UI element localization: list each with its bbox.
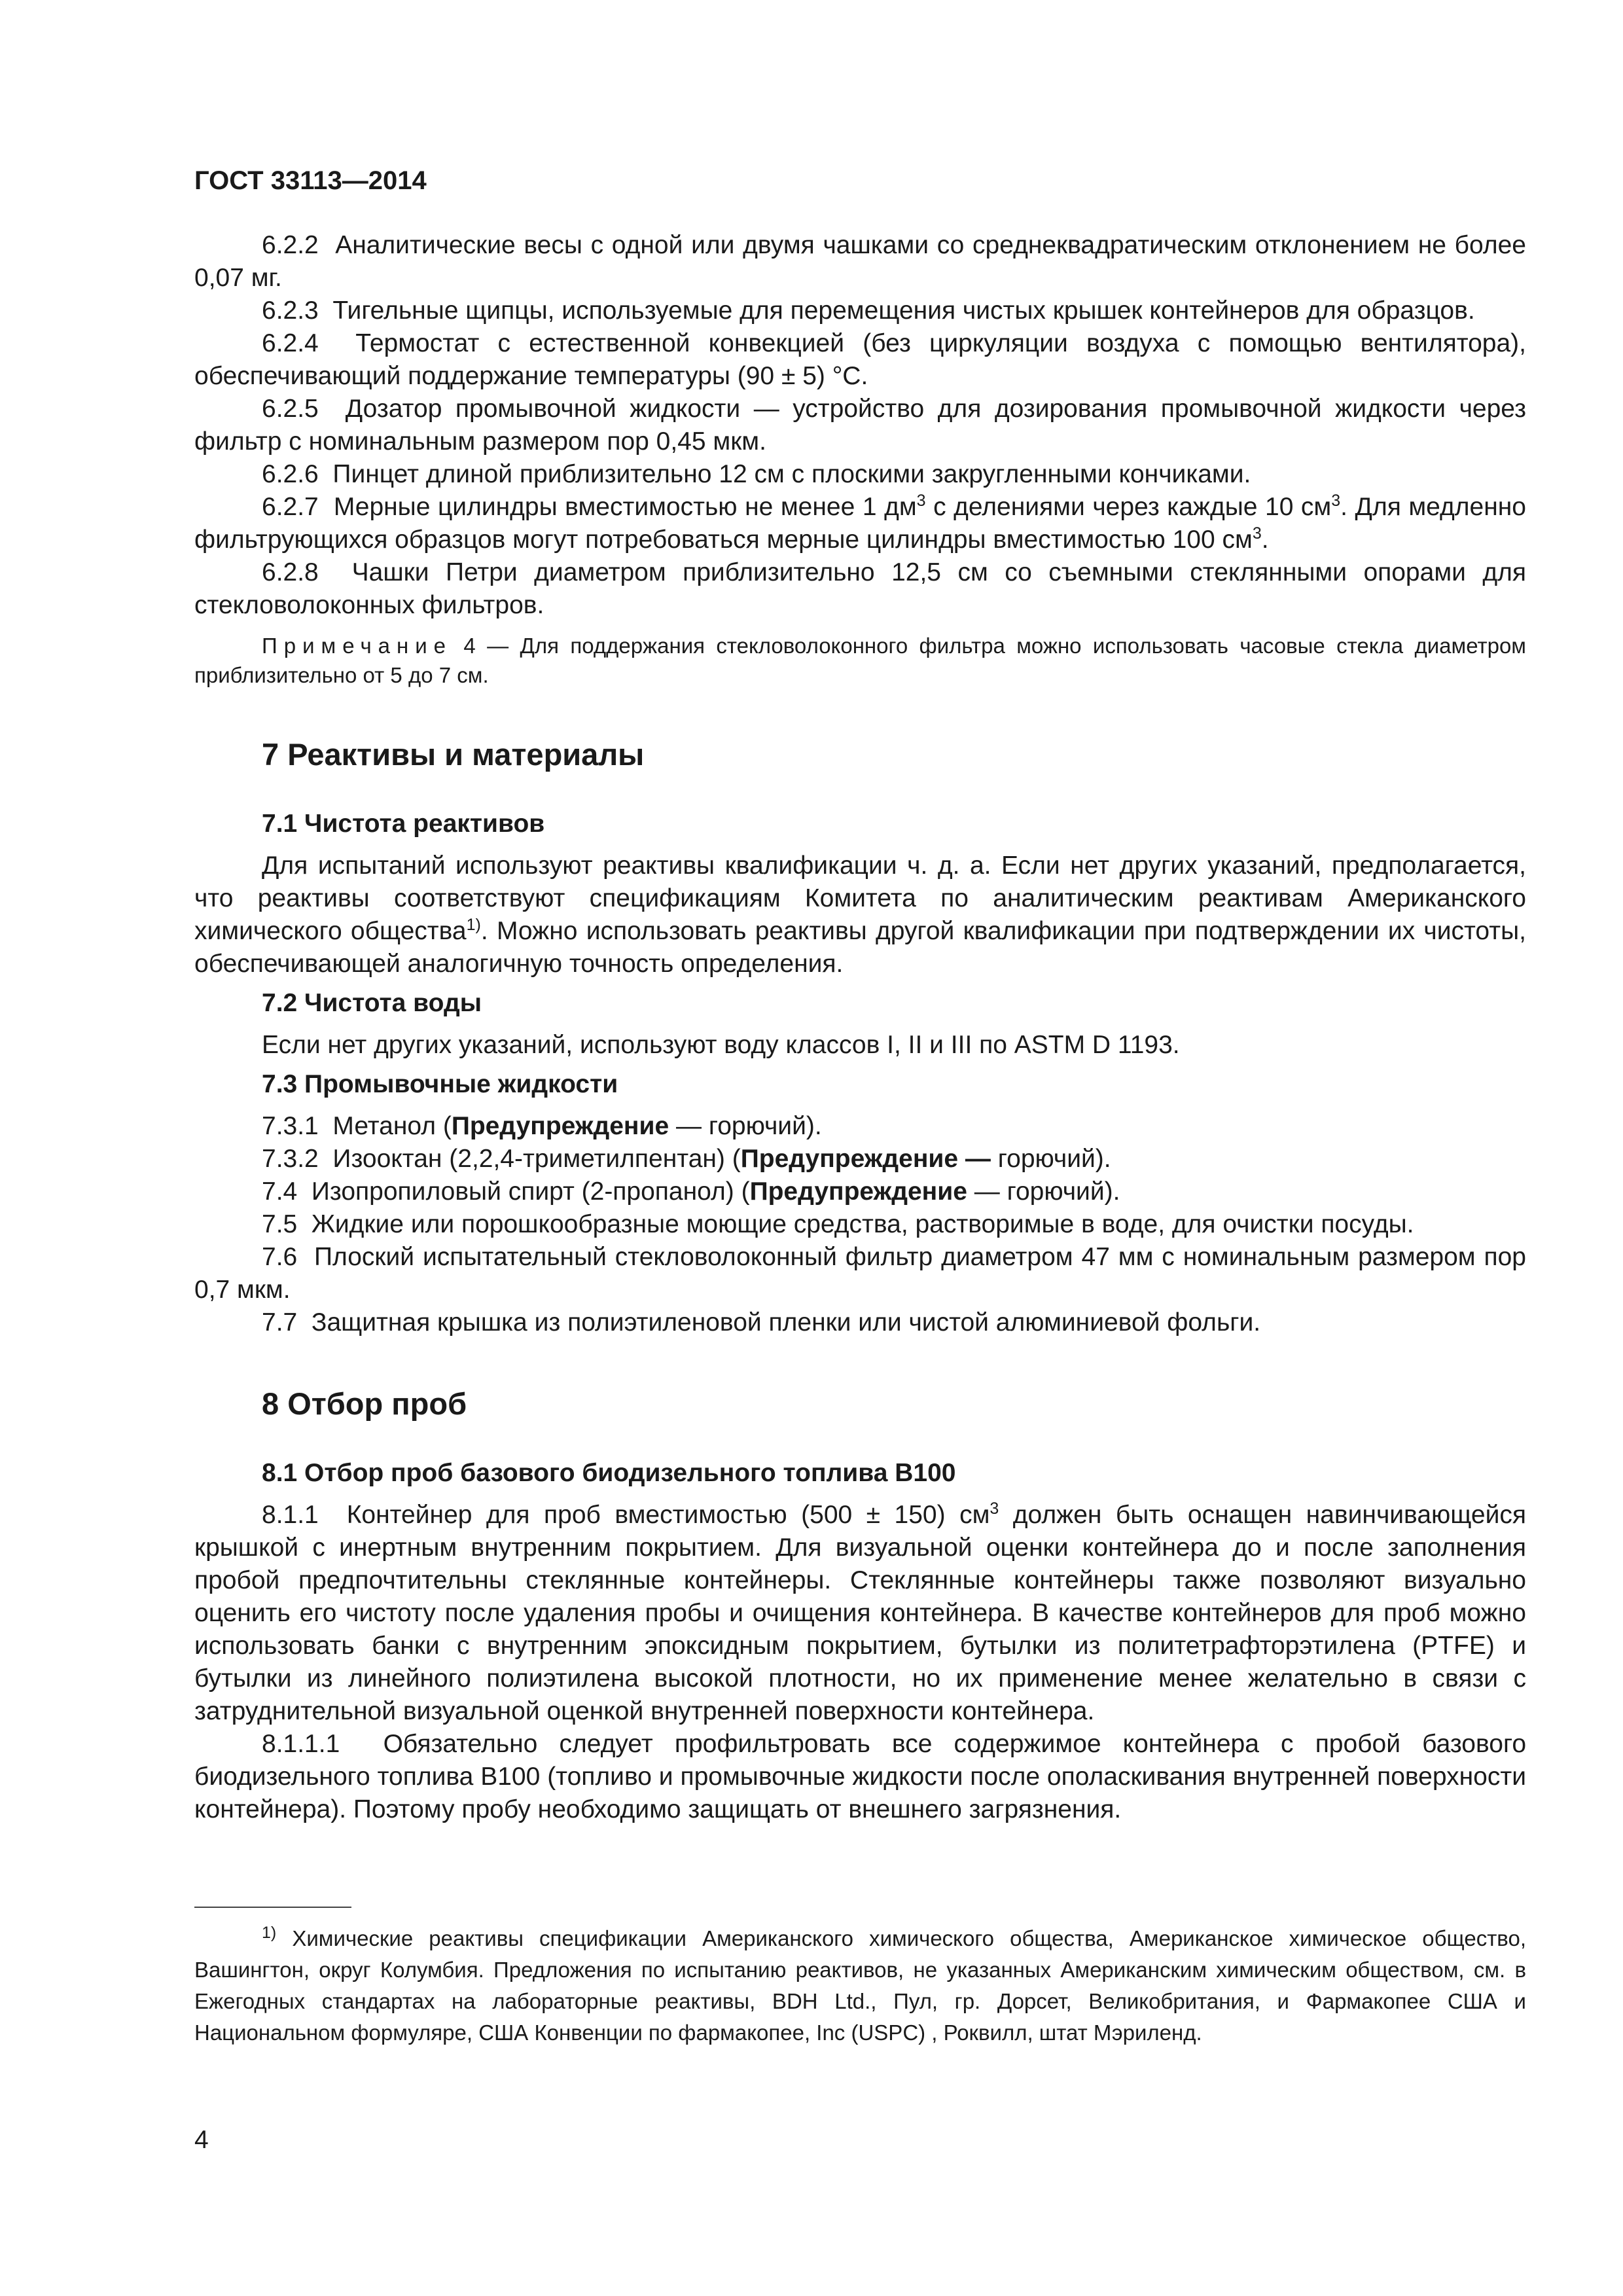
footnote-marker: 1) [262,1924,277,1942]
body-text [194,229,1526,1826]
section-8-1-heading: 8.1 Отбор проб базового биодизельного топлива В100 [262,1459,956,1488]
section-7-2-heading: 7.2 Чистота воды [262,989,482,1018]
clause-7-6: 7.6 Плоский испытательный стекловолоконный фильтр диаметром 47 мм с номинальным размером пор 0,7 мкм. [194,1243,1527,1304]
clause-6-2-5: 6.2.5 Дозатор промывочной жидкости — устройство для дозирования промывочной жидкости через фильтр с номинальным размером пор 0,45 мкм. [194,395,1527,456]
clause-8-1-1-1: 8.1.1.1 Обязательно следует профильтровать все содержимое контейнера с пробой базового биодизельного топлива В100 (топливо и промывочные жидкости после ополаскивания внутренней поверхности контейнера). Поэтому пробу необходимо защищать от внешнего загрязнения. [194,1730,1527,1824]
clause-6-2-8: 6.2.8 Чашки Петри диаметром приблизительно 12,5 см со съемными стеклянными опорами для стекловолоконных фильтров. [194,558,1527,619]
clause-6-2-2: 6.2.2 Аналитические весы с одной или двумя чашками со среднеквадратическим отклонением не более 0,07 мг. [194,231,1526,292]
clause-6-2-6: 6.2.6 Пинцет длиной приблизительно 12 см с плоскими закругленными кончиками. [262,460,1251,488]
clause-6-2-7: 6.2.7 Мерные цилиндры вместимостью не менее 1 $дм^3$ с делениями через каждые 10 $см^3$. Для медленно фильтрующихся образцов могут потребоваться мерные цилиндры вместимостью 100 $см^3$. [194,492,1526,554]
section-7-1-heading: 7.1 Чистота реактивов [262,810,545,838]
clause-6-2-3: 6.2.3 Тигельные щипцы, используемые для перемещения чистых крышек контейнеров для образцов. [262,296,1475,325]
section-7-3-heading: 7.3 Промывочные жидкости [262,1070,618,1099]
section-7-1-text: Для испытаний используют реактивы квалификации ч. д. а. Если нет других указаний, предполагается, что реактивы соответствуют спецификациям Комитета по аналитическим реактивам Американского химического общества$^{1)}$. Можно использовать реактивы другой квалификации при подтверждении их чистоты, обеспечивающей аналогичную точность определения. [194,852,1526,978]
section-7-2-text: Если нет других указаний, используют воду классов I, II и III по ASTM D 1193. [262,1031,1180,1060]
footnote-ref[interactable]: 1) [466,916,481,935]
footnote [194,1923,1526,2049]
clause-7-3-2: 7.3.2 Изооктан (2,2,4-триметилпентан) (Предупреждение — горючий). [262,1145,1111,1174]
note-label: Примечание [262,634,453,658]
clause-8-1-1: 8.1.1 Контейнер для проб вместимостью (500 ± 150) $см^3$ должен быть оснащен навинчивающейся крышкой с инертным внутренним покрытием. Для визуальной оценки контейнера до и после заполнения пробой предпочтительны стеклянные контейнеры. Стеклянные контейнеры также позволяют визуально оценить его чистоту после удаления пробы и очищения контейнера. В качестве контейнеров для проб можно использовать банки с внутренним эпоксидным покрытием, бутылки из политетрафторэтилена (PTFE) и бутылки из линейного полиэтилена высокой плотности, но их применение менее желательно в связи с затруднительной визуальной оценкой внутренней поверхности контейнера. [194,1499,1527,1726]
clause-7-7: 7.7 Защитная крышка из полиэтиленовой пленки или чистой алюминиевой фольги. [262,1308,1261,1337]
footnote-1: $^{1)}$ Химические реактивы спецификации Американского химического общества, Американское химическое общество, Вашингтон, округ Колумбия. Предложения по испытанию реактивов, не указанных Американским химическим обществом, см. в Ежегодных стандартах на лабораторные реактивы, BDH Ltd., Пул, гр. Дорсет, Великобритания, и Фармакопее США и Национальном формуляре, США Конвенции по фармакопее, Inc (USPC) , Роквилл, штат Мэриленд. [194,1924,1526,2045]
clause-7-3-1: 7.3.1 Метанол (Предупреждение — горючий). [262,1112,822,1141]
footnote-divider [194,1907,351,1908]
section-7-heading: 7 Реактивы и материалы [262,737,645,772]
section-8-heading: 8 Отбор проб [262,1386,467,1422]
note-4: Примечание 4 — Для поддержания стекловолоконного фильтра можно использовать часовые стекла диаметром приблизительно от 5 до 7 см. [194,634,1526,687]
standard-number: ГОСТ 33113—2014 [194,166,427,195]
clause-7-4: 7.4 Изопропиловый спирт (2-пропанол) (Предупреждение — горючий). [262,1177,1120,1206]
clause-6-2-4: 6.2.4 Термостат с естественной конвекцией (без циркуляции воздуха с помощью вентилятора), обеспечивающий поддержание температуры (90 ± 5) °С. [194,329,1527,390]
clause-7-5: 7.5 Жидкие или порошкообразные моющие средства, растворимые в воде, для очистки посуды. [262,1210,1414,1239]
page-number: 4 [194,2126,209,2154]
